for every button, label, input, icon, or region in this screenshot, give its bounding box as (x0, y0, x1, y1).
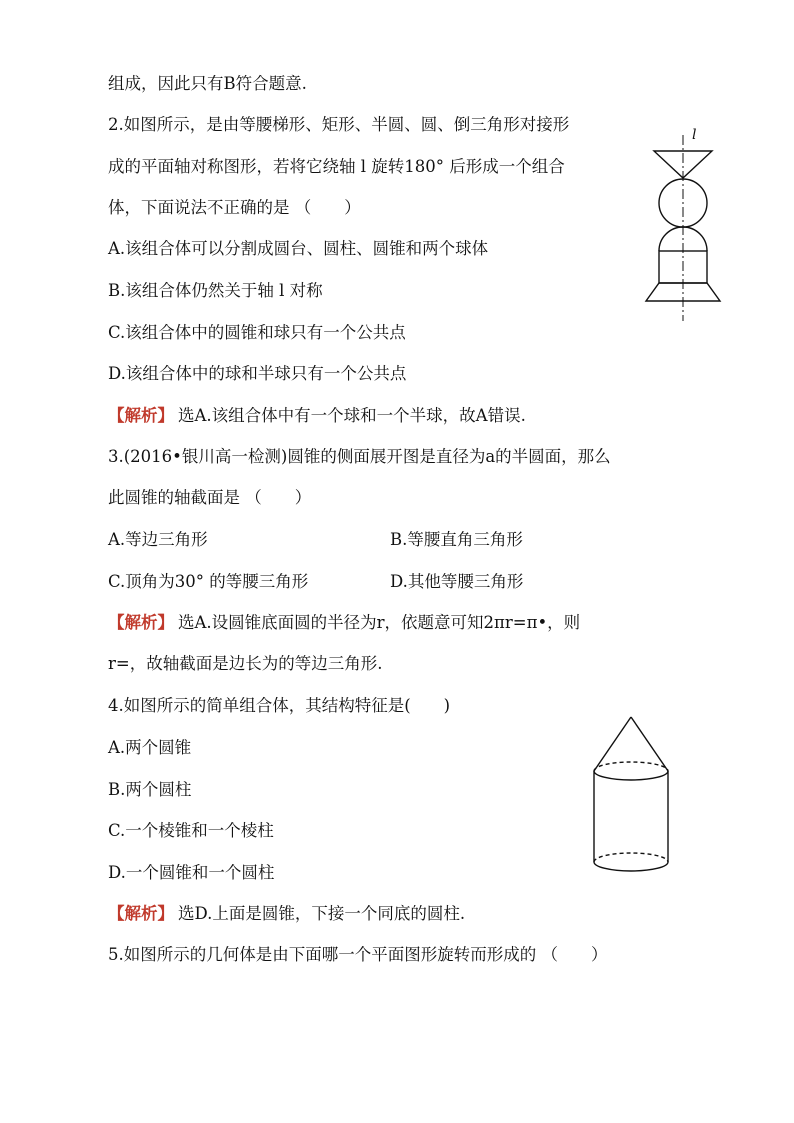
hidden-edge (594, 853, 668, 862)
analysis-text: 选D.上面是圆锥，下接一个同底的圆柱. (178, 904, 466, 923)
option-d: D.一个圆锥和一个圆柱 (108, 863, 275, 882)
question-2-stem: 2.如图所示，是由等腰梯形、矩形、半圆、圆、倒三角形对接形 (108, 115, 570, 134)
question-3-stem: 3.(2016•银川高一检测)圆锥的侧面展开图是直径为a的半圆面，那么 (108, 447, 611, 466)
option-b: B.等腰直角三角形 (390, 530, 523, 549)
question-3-stem: 此圆锥的轴截面是 （ ） (108, 488, 312, 507)
question-5-stem: 5.如图所示的几何体是由下面哪一个平面图形旋转而形成的 （ ） (108, 945, 608, 964)
axis-label: l (692, 127, 697, 143)
hidden-edge (594, 762, 668, 771)
text-line: 组成，因此只有B符合题意. (108, 74, 307, 93)
option-c: C.该组合体中的圆锥和球只有一个公共点 (108, 323, 406, 342)
cylinder-bottom-edge (594, 862, 668, 871)
answer-4 (108, 903, 465, 925)
option-d: D.其他等腰三角形 (390, 572, 524, 591)
analysis-text: 选A.设圆锥底面圆的半径为r，依题意可知2πr=π•，则 (178, 613, 581, 632)
option-a: A.该组合体可以分割成圆台、圆柱、圆锥和两个球体 (108, 239, 489, 258)
cone-cylinder-figure (588, 712, 678, 877)
option-c: C.顶角为30° 的等腰三角形 (108, 572, 309, 591)
answer-3-cont: r=，故轴截面是边长为的等边三角形. (108, 654, 383, 673)
option-d: D.该组合体中的球和半球只有一个公共点 (108, 364, 407, 383)
analysis-tag: 【解析】 (108, 613, 174, 632)
cylinder-top-edge (594, 771, 668, 780)
analysis-text: 选A.该组合体中有一个球和一个半球，故A错误. (178, 406, 526, 425)
analysis-tag: 【解析】 (108, 406, 174, 425)
question-2-stem: 体，下面说法不正确的是 （ ） (108, 198, 361, 217)
option-c: C.一个棱锥和一个棱柱 (108, 821, 274, 840)
option-b: B.该组合体仍然关于轴 l 对称 (108, 281, 323, 300)
option-b: B.两个圆柱 (108, 780, 192, 799)
question-4-stem: 4.如图所示的简单组合体，其结构特征是( ) (108, 696, 451, 715)
symmetric-figure (640, 125, 730, 325)
question-2-stem: 成的平面轴对称图形，若将它绕轴 l 旋转180° 后形成一个组合 (108, 157, 565, 176)
answer-3 (108, 612, 580, 634)
option-a: A.等边三角形 (108, 530, 208, 549)
analysis-tag: 【解析】 (108, 904, 174, 923)
option-a: A.两个圆锥 (108, 738, 192, 757)
answer-2 (108, 405, 526, 427)
